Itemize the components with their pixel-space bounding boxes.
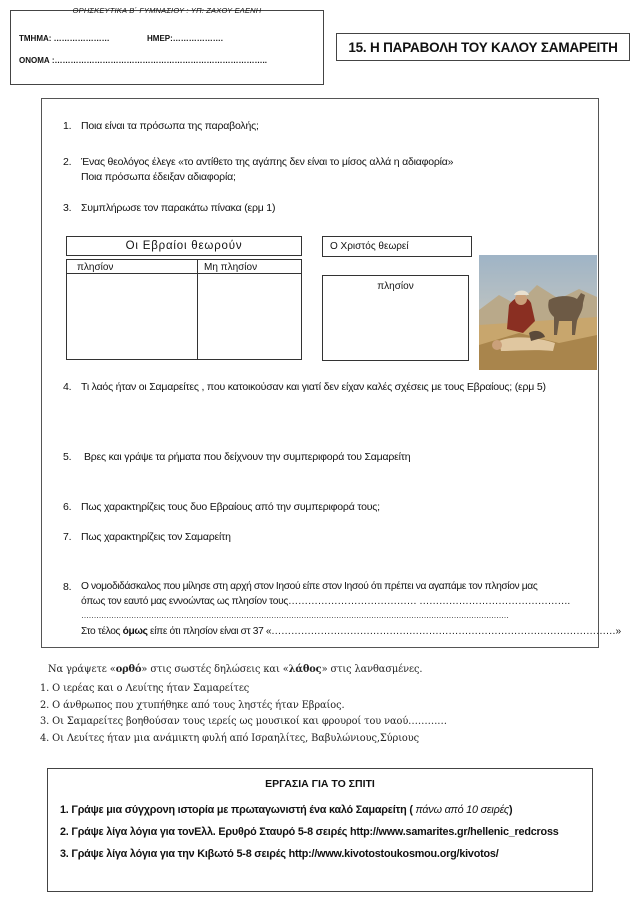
table-column-divider	[197, 259, 198, 360]
tf-true-word: ορθό	[115, 664, 142, 675]
truefalse-item: 1. Ο ιερέας και ο Λευίτης ήταν Σαμαρείτες	[40, 683, 250, 694]
question-text: Ποια είναι τα πρόσωπα της παραβολής;	[81, 120, 259, 132]
table-col-not-neighbor: Μη πλησίον	[204, 262, 258, 273]
truefalse-item: 2. Ο άνθρωπος που χτυπήθηκε από τους ληστές ήταν Εβραίος.	[40, 700, 345, 711]
worksheet-title: 15. Η ΠΑΡΑΒΟΛΗ ΤΟΥ ΚΑΛΟΥ ΣΑΜΑΡΕΙΤΗ	[348, 39, 618, 55]
table-row-divider	[66, 273, 302, 274]
homework-item-3: 3. Γράψε λίγα λόγια για την Κιβωτό 5-8 σειρές http://www.kivotostoukosmou.org/kivotos/	[60, 848, 499, 860]
homework-item-text: 1. Γράψε μια σύγχρονη ιστορία με πρωταγωνιστή ένα καλό Σαμαρείτη (	[60, 804, 416, 816]
q8-text-before: Στο τέλος	[81, 626, 123, 637]
truefalse-item: 3. Οι Σαμαρείτες βοηθούσαν τους ιερείς ως μουσικοί και φρουροί του ναού…………	[40, 716, 447, 727]
worksheet-title-box	[336, 33, 630, 61]
tf-intro-part: » στις σωστές δηλώσεις και «	[141, 664, 289, 675]
date-field: ΗΜΕΡ:……………….	[147, 34, 223, 43]
question-number: 6.	[63, 501, 72, 513]
question-number: 4.	[63, 381, 72, 393]
question-text: Ο νομοδιδάσκαλος που μίλησε στη αρχή στον Ιησού είπε στον Ιησού ότι πρέπει να αγαπάμε τον πλησίον μας	[81, 581, 538, 592]
truefalse-item: 4. Οι Λευίτες ήταν μια ανάμικτη φυλή από Ισραηλίτες, Βαβυλώνιους,Σύριους	[40, 733, 419, 744]
question-text: όπως τον εαυτό μας εννοώντας ως πλησίον τους………………………………… ……………………………………….	[81, 596, 570, 607]
truefalse-intro	[48, 664, 422, 675]
question-number: 2.	[63, 156, 72, 168]
homework-item-1	[60, 804, 512, 816]
question-text: Πως χαρακτηρίζεις τον Σαμαρείτη	[81, 531, 231, 543]
question-text: Πως χαρακτηρίζεις τους δυο Εβραίους από την συμπεριφορά τους;	[81, 501, 380, 513]
question-text: Τι λαός ήταν οι Σαμαρείτες , που κατοικούσαν και γιατί δεν είχαν καλές σχέσεις με τους Εβραίους; (ερμ 5)	[81, 381, 546, 393]
homework-item-2: 2. Γράψε λίγα λόγια για τονΕλλ. Ερυθρό Σταυρό 5-8 σειρές http://www.samarites.gr/hellenic_redcross	[60, 826, 559, 838]
student-info-box	[10, 10, 324, 85]
homework-item-italic: πάνω από 10 σειρές	[415, 804, 509, 816]
homework-item-text: )	[508, 804, 513, 816]
table-header-christ-label: Ο Χριστός θεωρεί	[330, 241, 409, 252]
question-number: 5.	[63, 451, 72, 463]
tf-intro-part: Να γράψετε «	[48, 664, 116, 675]
question-number: 8.	[63, 581, 72, 593]
answer-line: ………………………………………………………………………………………………………………………………………………………	[81, 611, 509, 620]
question-number: 7.	[63, 531, 72, 543]
table-body-jews	[66, 259, 302, 360]
question-text: Ποια πρόσωπα έδειξαν αδιαφορία;	[81, 171, 236, 183]
q8-text-bold: όμως	[122, 626, 148, 637]
table-col-christ-neighbor: πλησίον	[377, 281, 414, 292]
name-field: ΟΝΟΜΑ :……………………………………………………………………..	[19, 56, 267, 65]
homework-title: ΕΡΓΑΣΙΑ ΓΙΑ ΤΟ ΣΠΙΤΙ	[265, 778, 375, 790]
question-number: 1.	[63, 120, 72, 132]
tf-intro-part: » στις λανθασμένες.	[321, 664, 423, 675]
good-samaritan-painting	[479, 255, 597, 370]
tf-false-word: λάθος	[288, 664, 322, 675]
table-col-neighbor: πλησίον	[77, 262, 114, 273]
school-info: ΘΡΗΣΚΕΥΤΙΚΑ Β΄ ΓΥΜΝΑΣΙΟΥ : ΥΠ: ΖΑΧΟΥ ΕΛΕΝΗ	[72, 6, 262, 15]
question-text: Ένας θεολόγος έλεγε «το αντίθετο της αγάπης δεν είναι το μίσος αλλά η αδιαφορία»	[81, 156, 454, 168]
question-text: Βρες και γράψε τα ρήματα που δείχνουν την συμπεριφορά του Σαμαρείτη	[84, 451, 411, 463]
question-text: Συμπλήρωσε τον παρακάτω πίνακα (ερμ 1)	[81, 202, 276, 214]
question-number: 3.	[63, 202, 72, 214]
question-text	[81, 626, 621, 637]
table-header-jews: Οι Εβραίοι θεωρούν	[66, 236, 302, 256]
q8-text-after: είπε ότι πλησίον είναι στ 37 «……………………………………………………………………………………………»	[147, 626, 621, 637]
class-field: ΤΜΗΜΑ: …………………	[19, 34, 110, 43]
